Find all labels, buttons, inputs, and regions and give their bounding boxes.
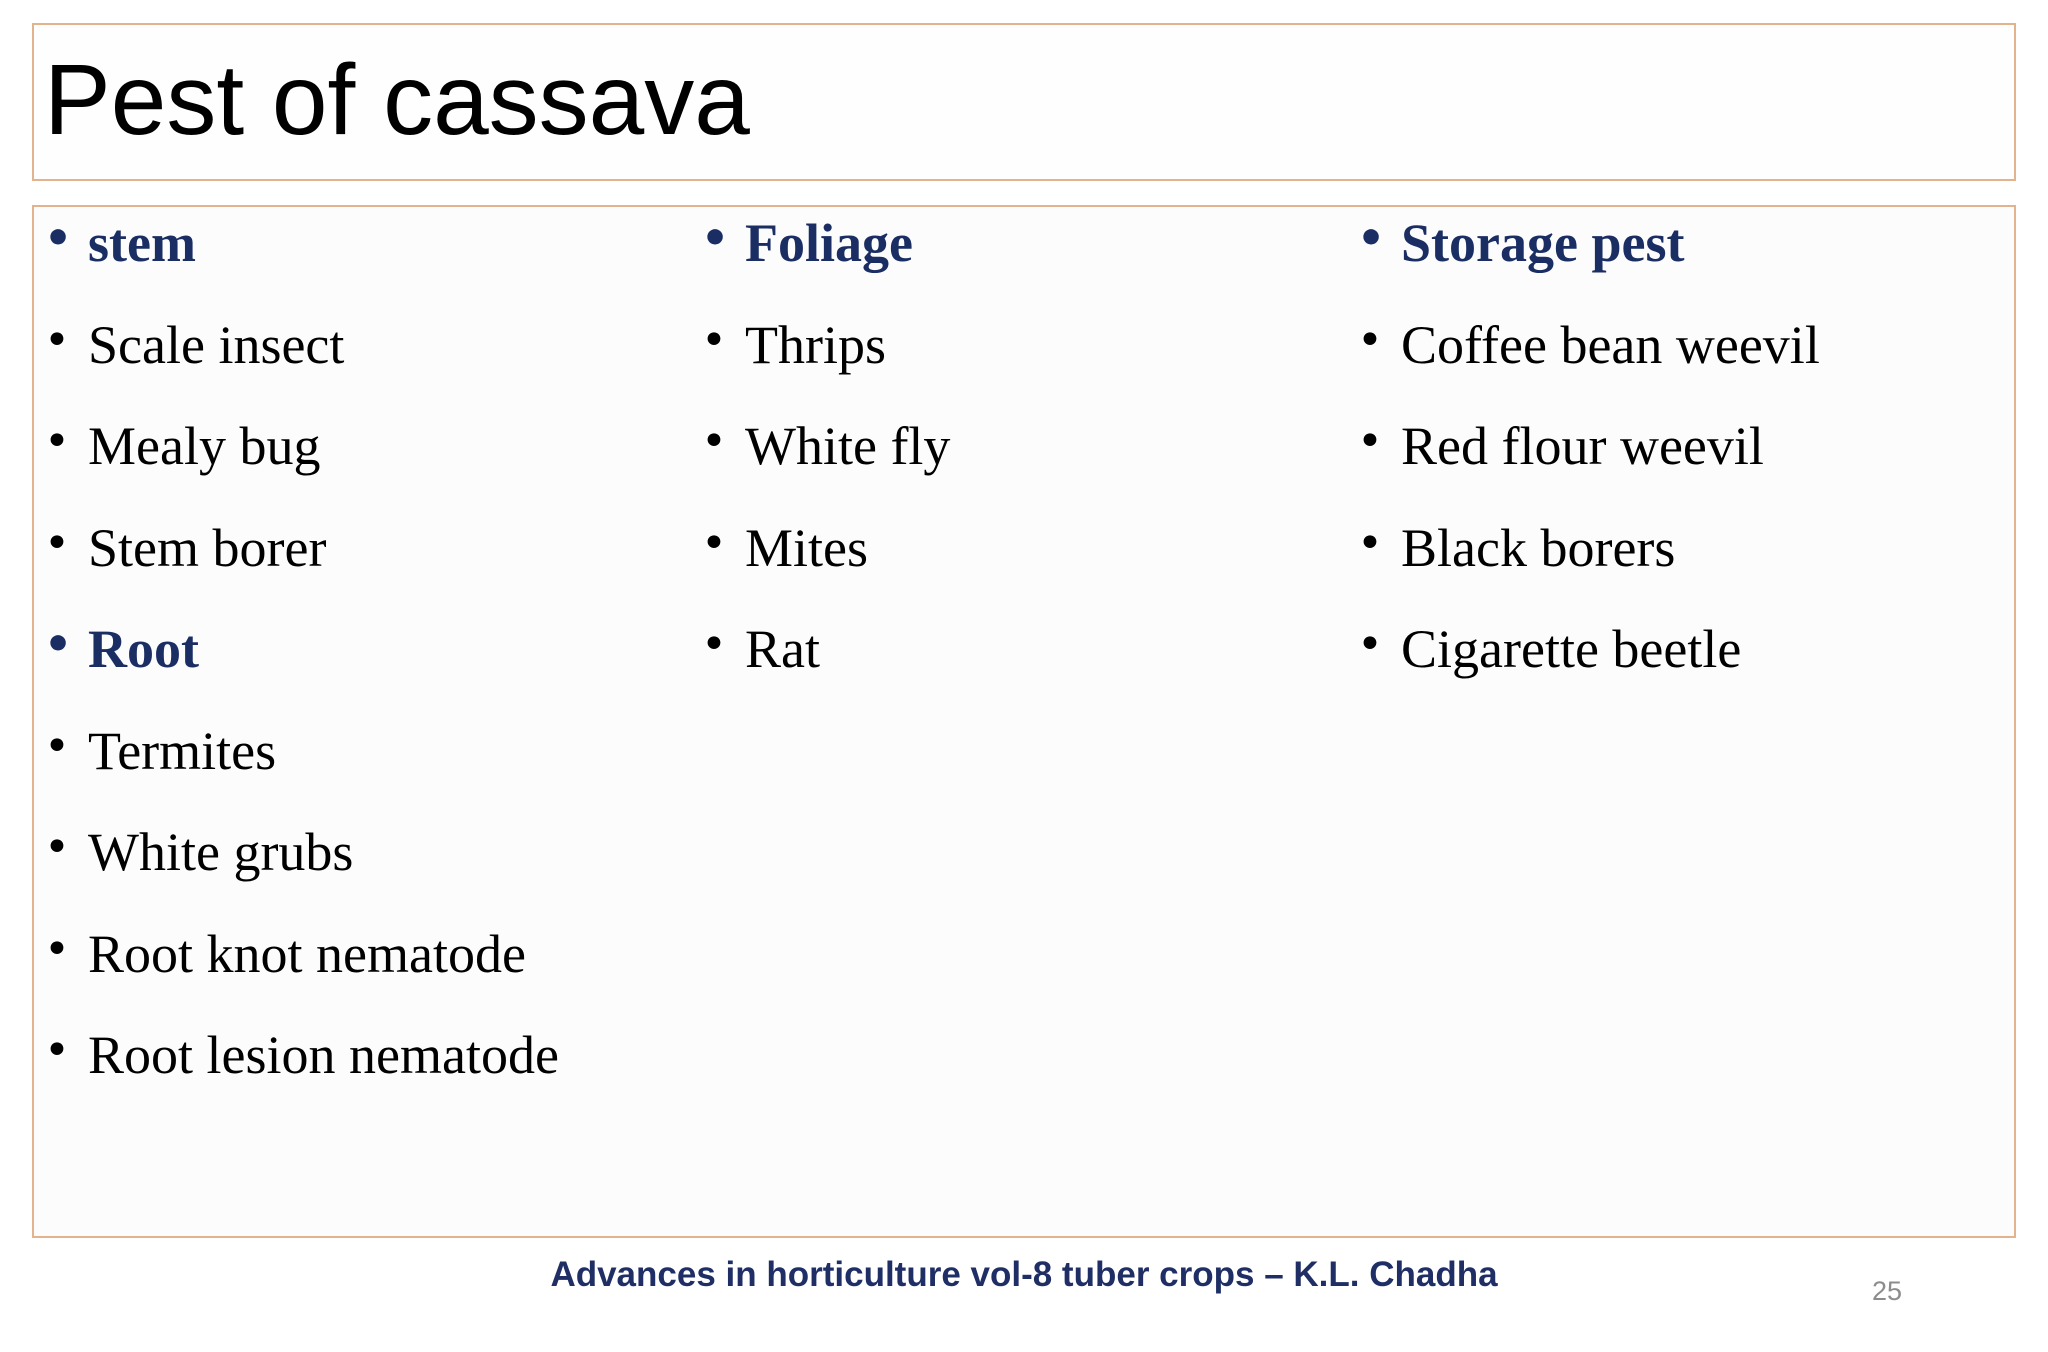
pest-item-label: Scale insect [88, 314, 345, 375]
pest-item [701, 410, 950, 512]
category-heading-label: Foliage [745, 213, 913, 273]
pest-item-label: Red flour weevil [1401, 416, 1764, 476]
pest-item-label: Root knot nematode [88, 923, 526, 984]
pest-item-label: Mites [745, 517, 869, 578]
pest-item [1357, 512, 1820, 614]
pest-item-label: Thrips [745, 314, 886, 375]
pest-item [1357, 309, 1820, 411]
pest-item-label: Rat [745, 619, 820, 679]
pest-item [44, 512, 559, 614]
bullet-icon: • [44, 213, 73, 264]
pest-column-storage [1357, 207, 1820, 715]
pest-item [701, 512, 950, 614]
category-heading [44, 613, 559, 715]
pest-item-label: Termites [88, 720, 277, 781]
pest-item-label: White fly [745, 416, 951, 476]
bullet-icon: • [44, 416, 70, 467]
pest-item-label: Cigarette beetle [1401, 619, 1742, 679]
footer-text: Advances in horticulture vol-8 tuber crops – K.L. Chadha [550, 1255, 1498, 1294]
pest-item [1357, 410, 1820, 512]
footer-citation [0, 1255, 2048, 1295]
pest-item-label: Coffee bean weevil [1401, 314, 1820, 375]
category-heading [44, 207, 559, 309]
category-heading [1357, 207, 1820, 309]
category-heading-label: stem [88, 213, 196, 273]
bullet-icon: • [44, 314, 70, 366]
bullet-icon: • [44, 822, 70, 873]
title-box [32, 23, 2016, 181]
pest-item [44, 918, 559, 1020]
pest-item-label: White grubs [88, 822, 354, 882]
bullet-icon: • [44, 1025, 70, 1076]
bullet-icon: • [1357, 619, 1383, 670]
bullet-icon: • [701, 416, 727, 467]
bullet-icon: • [701, 314, 727, 366]
pest-item-label: Mealy bug [88, 416, 321, 476]
pest-item [44, 1019, 559, 1121]
content-box [32, 205, 2016, 1238]
pest-item [44, 715, 559, 817]
pest-item [701, 613, 950, 715]
pest-item-label: Stem borer [88, 517, 327, 578]
bullet-icon: • [701, 619, 727, 670]
bullet-icon: • [1357, 314, 1383, 366]
pest-item [44, 816, 559, 918]
pest-item-label: Root lesion nematode [88, 1025, 559, 1085]
bullet-icon: • [701, 517, 727, 569]
category-heading-label: Storage pest [1401, 213, 1685, 273]
bullet-icon: • [44, 619, 73, 670]
pest-item-label: Black borers [1401, 517, 1676, 578]
bullet-icon: • [44, 923, 70, 975]
bullet-icon: • [1357, 416, 1383, 467]
pest-column-foliage [701, 207, 950, 715]
category-heading [701, 207, 950, 309]
bullet-icon: • [701, 213, 730, 264]
pest-column-stem-root [44, 207, 559, 1121]
pest-item [701, 309, 950, 411]
pest-item [1357, 613, 1820, 715]
bullet-icon: • [1357, 517, 1383, 569]
pest-item [44, 309, 559, 411]
bullet-icon: • [44, 517, 70, 569]
slide-title: Pest of cassava [44, 44, 750, 156]
bullet-icon: • [44, 720, 70, 772]
page-number: 25 [1872, 1276, 1903, 1306]
pest-item [44, 410, 559, 512]
category-heading-label: Root [88, 619, 199, 679]
bullet-icon: • [1357, 213, 1386, 264]
